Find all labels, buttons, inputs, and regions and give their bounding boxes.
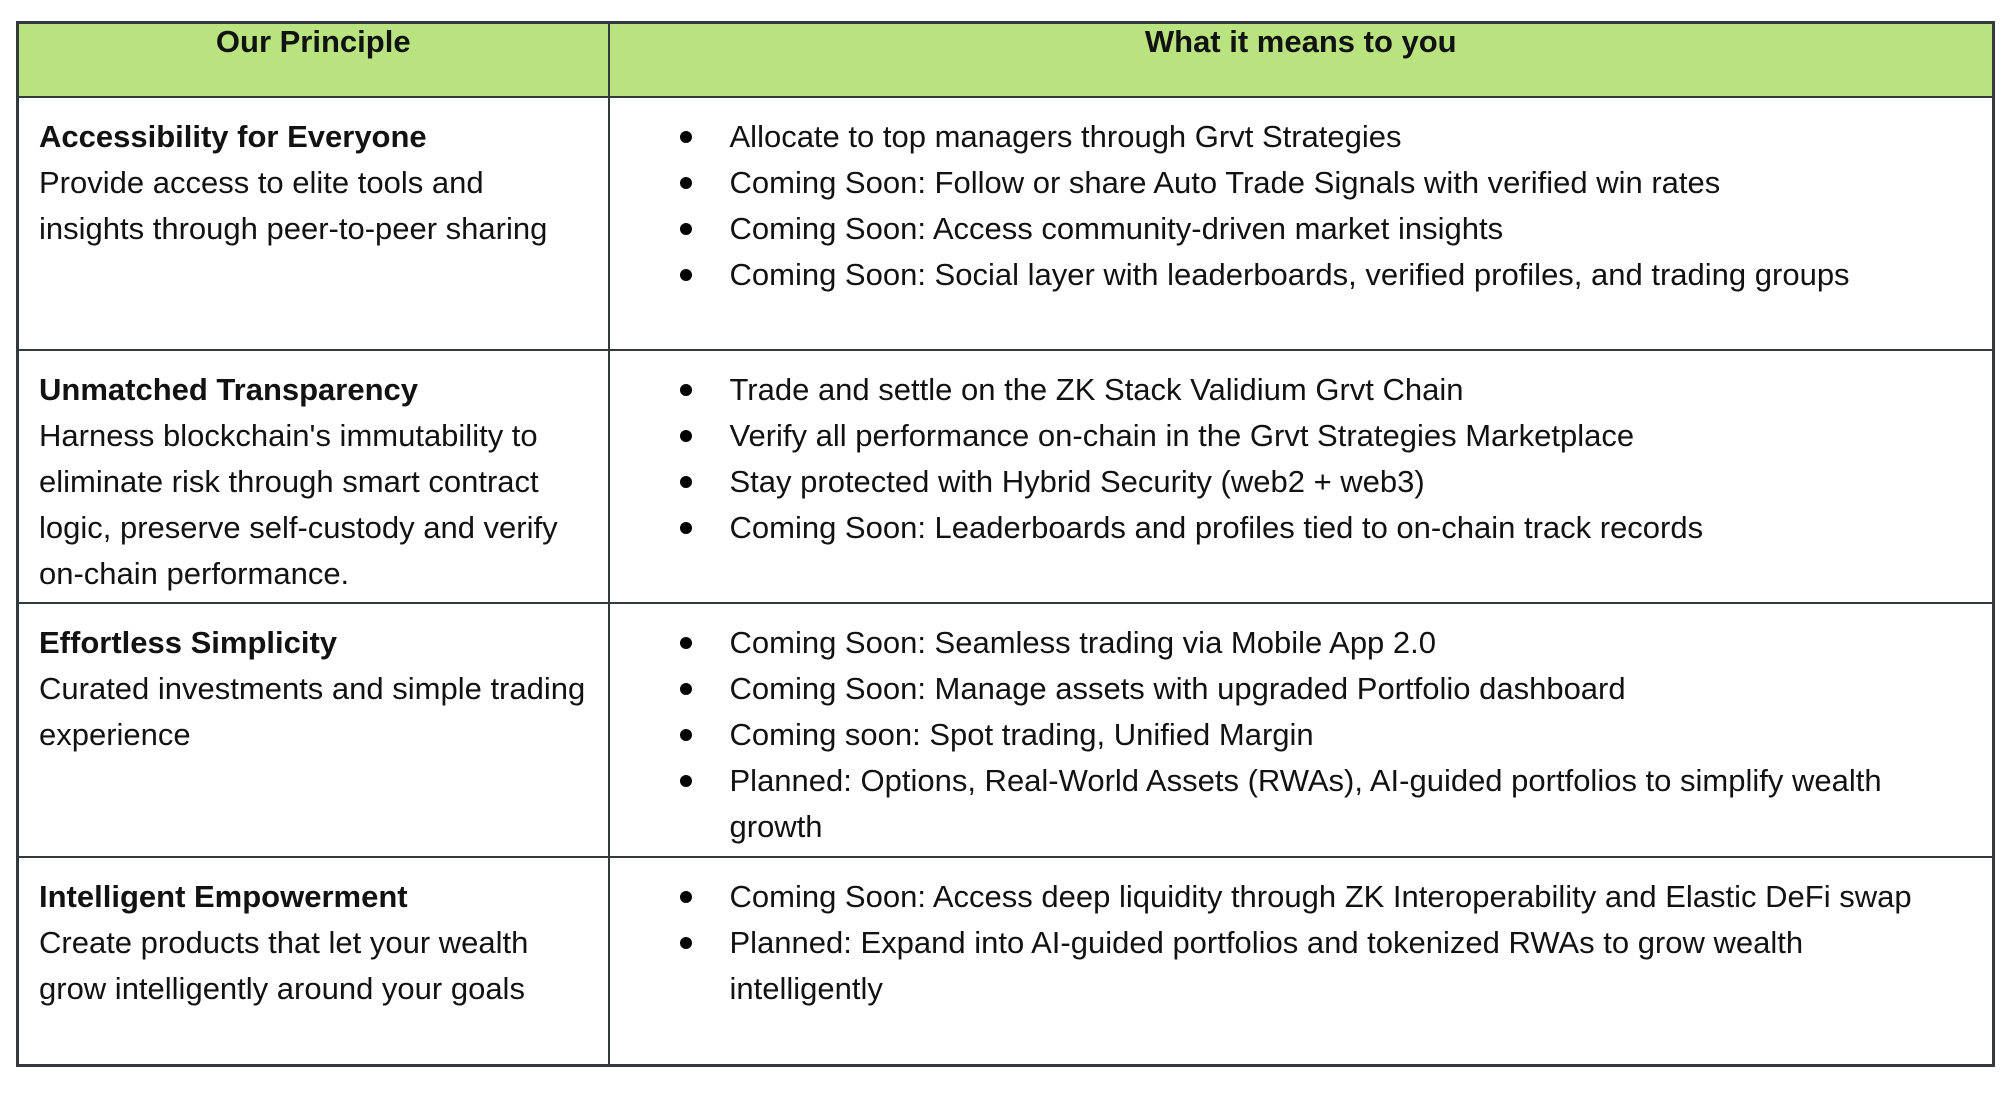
benefits-list — [674, 114, 1949, 298]
benefits-list — [674, 620, 1949, 850]
benefit-item — [674, 252, 1949, 298]
principle-description: Provide access to elite tools and insights through peer-to-peer sharing — [39, 164, 548, 246]
benefits-list — [674, 367, 1949, 551]
benefits-list — [674, 874, 1949, 1012]
benefit-text: Coming Soon: Seamless trading via Mobile App 2.0 — [729, 624, 1437, 660]
bullet-icon — [680, 937, 692, 949]
bullet-icon — [680, 637, 692, 649]
table-row-empowerment — [18, 857, 1994, 1066]
principles-table — [16, 21, 1995, 1067]
table-row-simplicity — [18, 603, 1994, 857]
benefit-text: Coming Soon: Access deep liquidity through ZK Interoperability and Elastic DeFi swap — [729, 878, 1912, 914]
benefit-item — [674, 206, 1949, 252]
benefits-cell — [609, 857, 1994, 1066]
principle-cell — [18, 603, 609, 857]
header-cell-what-it-means: What it means to you — [609, 23, 1994, 97]
bullet-icon — [680, 522, 692, 534]
bullet-icon — [680, 430, 692, 442]
bullet-icon — [680, 384, 692, 396]
benefit-text: Coming Soon: Manage assets with upgraded Portfolio dashboard — [729, 670, 1626, 706]
principle-title: Effortless Simplicity — [39, 624, 338, 660]
table-row-transparency — [18, 350, 1994, 603]
benefit-text: Verify all performance on-chain in the Grvt Strategies Marketplace — [729, 417, 1635, 453]
benefit-item — [674, 367, 1949, 413]
benefit-text: Stay protected with Hybrid Security (web2 + web3) — [729, 463, 1425, 499]
benefits-cell — [609, 97, 1994, 350]
benefit-text: Coming Soon: Leaderboards and profiles tied to on-chain track records — [729, 509, 1704, 545]
principles-table-container — [16, 21, 1995, 1067]
bullet-icon — [680, 891, 692, 903]
benefit-text: Trade and settle on the ZK Stack Validium Grvt Chain — [729, 371, 1464, 407]
bullet-icon — [680, 775, 692, 787]
table-row-accessibility — [18, 97, 1994, 350]
benefit-item — [674, 114, 1949, 160]
principle-description: Create products that let your wealth grow intelligently around your goals — [39, 924, 529, 1006]
benefit-item — [674, 920, 1949, 1012]
bullet-icon — [680, 729, 692, 741]
bullet-icon — [680, 683, 692, 695]
benefit-item — [674, 712, 1949, 758]
principle-title: Unmatched Transparency — [39, 371, 419, 407]
bullet-icon — [680, 476, 692, 488]
benefit-item — [674, 666, 1949, 712]
principle-title: Accessibility for Everyone — [39, 118, 427, 154]
benefit-item — [674, 620, 1949, 666]
bullet-icon — [680, 223, 692, 235]
benefits-cell — [609, 603, 1994, 857]
benefit-item — [674, 758, 1949, 850]
principle-cell — [18, 97, 609, 350]
benefit-text: Planned: Expand into AI-guided portfolios and tokenized RWAs to grow wealth intelligently — [729, 924, 1804, 1006]
bullet-icon — [680, 269, 692, 281]
benefit-text: Coming Soon: Access community-driven market insights — [729, 210, 1504, 246]
bullet-icon — [680, 131, 692, 143]
benefit-item — [674, 874, 1949, 920]
principle-description: Curated investments and simple trading experience — [39, 670, 586, 752]
benefits-cell — [609, 350, 1994, 603]
principle-description: Harness blockchain's immutability to eliminate risk through smart contract logic, preserve self-custody and verify on-chain performance. — [39, 417, 558, 591]
benefit-text: Coming soon: Spot trading, Unified Margin — [729, 716, 1314, 752]
benefit-text: Coming Soon: Follow or share Auto Trade Signals with verified win rates — [729, 164, 1721, 200]
benefit-text: Allocate to top managers through Grvt Strategies — [729, 118, 1402, 154]
principle-title: Intelligent Empowerment — [39, 878, 408, 914]
benefit-item — [674, 160, 1949, 206]
benefit-text: Coming Soon: Social layer with leaderboards, verified profiles, and trading groups — [729, 256, 1850, 292]
bullet-icon — [680, 177, 692, 189]
benefit-text: Planned: Options, Real-World Assets (RWAs), AI-guided portfolios to simplify wealth growth — [729, 762, 1882, 844]
benefit-item — [674, 505, 1949, 551]
principle-cell — [18, 350, 609, 603]
benefit-item — [674, 459, 1949, 505]
principle-cell — [18, 857, 609, 1066]
table-header-row — [18, 23, 1994, 97]
benefit-item — [674, 413, 1949, 459]
header-cell-our-principle: Our Principle — [18, 23, 609, 97]
